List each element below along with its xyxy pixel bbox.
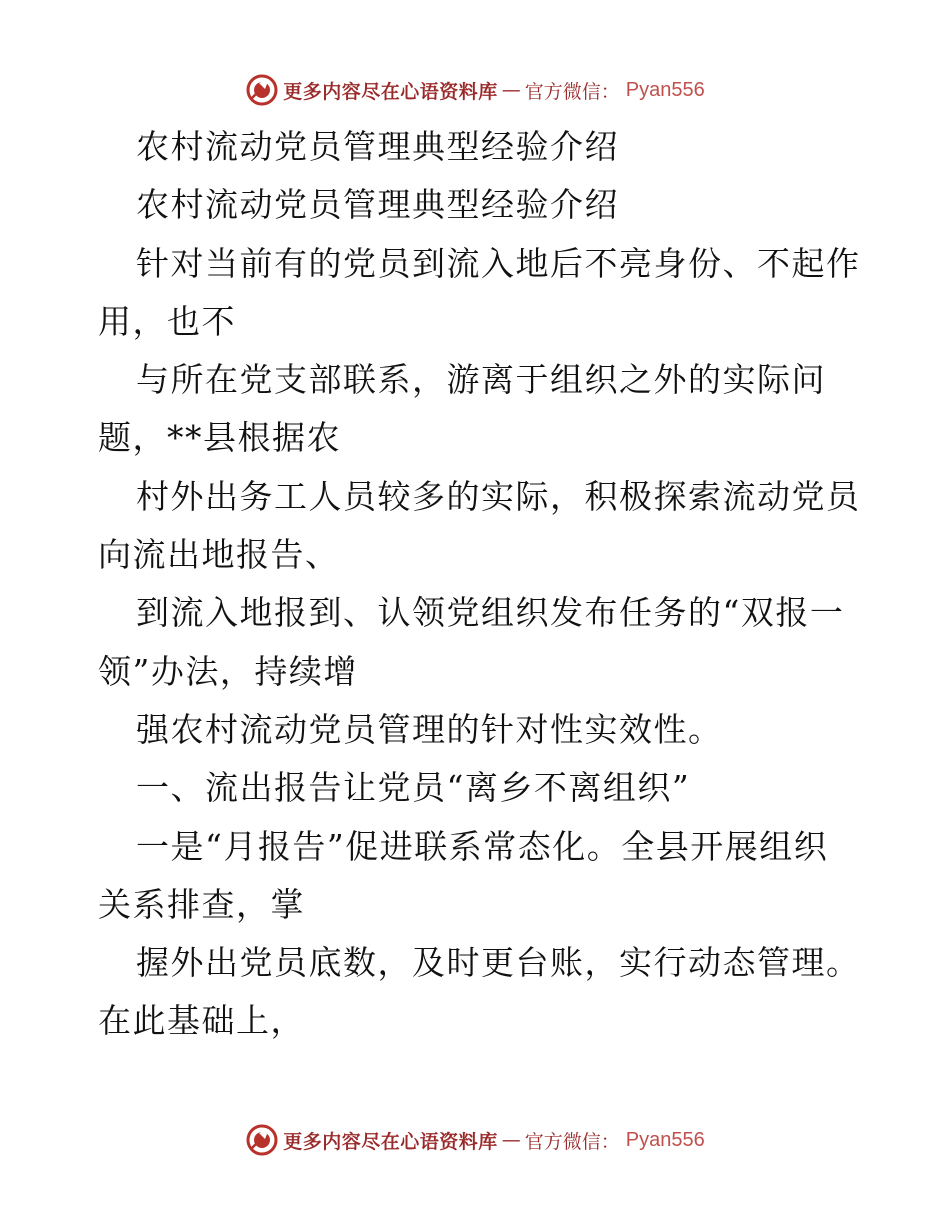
paragraph-line: 到流入地报到、认领党组织发布任务的“双报一 [136,593,845,633]
banner-dash: — [501,1129,521,1151]
paragraph-line: 村外出务工人员较多的实际，积极探索流动党员 [136,476,861,516]
header-banner [0,70,950,110]
document-subtitle: 农村流动党员管理典型经验介绍 [136,185,619,225]
banner-slogan: 更多内容尽在心语资料库 [283,80,498,103]
paragraph-line: 领”办法，持续增 [98,651,358,691]
paragraph-line: 向流出地报告、 [98,535,340,575]
paragraph-line: 强农村流动党员管理的针对性实效性。 [136,709,723,749]
banner-wechat-label: 官方微信： [524,1130,620,1153]
banner-wechat-id: Pyan556 [625,1128,705,1151]
brand-logo-icon [245,1123,279,1157]
banner-dash: — [501,79,521,101]
paragraph-line: 题，**县根据农 [98,418,341,458]
paragraph-line: 一是“月报告”促进联系常态化。全县开展组织 [136,826,829,866]
paragraph-line: 在此基础上， [98,1001,305,1041]
document-title: 农村流动党员管理典型经验介绍 [136,127,619,166]
document-body [98,118,861,1051]
paragraph-line: 与所在党支部联系，游离于组织之外的实际问 [136,360,826,400]
brand-logo-icon [245,73,279,107]
paragraph-line: 针对当前有的党员到流入地后不亮身份、不起作 [136,243,861,283]
banner-slogan: 更多内容尽在心语资料库 [283,1130,498,1153]
banner-wechat-id: Pyan556 [625,78,705,101]
paragraph-line: 用，也不 [98,301,236,341]
paragraph-line: 关系排查，掌 [98,884,305,924]
paragraph-line: 握外出党员底数，及时更台账，实行动态管理。 [136,943,861,983]
footer-banner [0,1120,950,1160]
banner-wechat-label: 官方微信： [524,80,620,103]
section-heading: 一、流出报告让党员“离乡不离组织” [136,768,691,808]
